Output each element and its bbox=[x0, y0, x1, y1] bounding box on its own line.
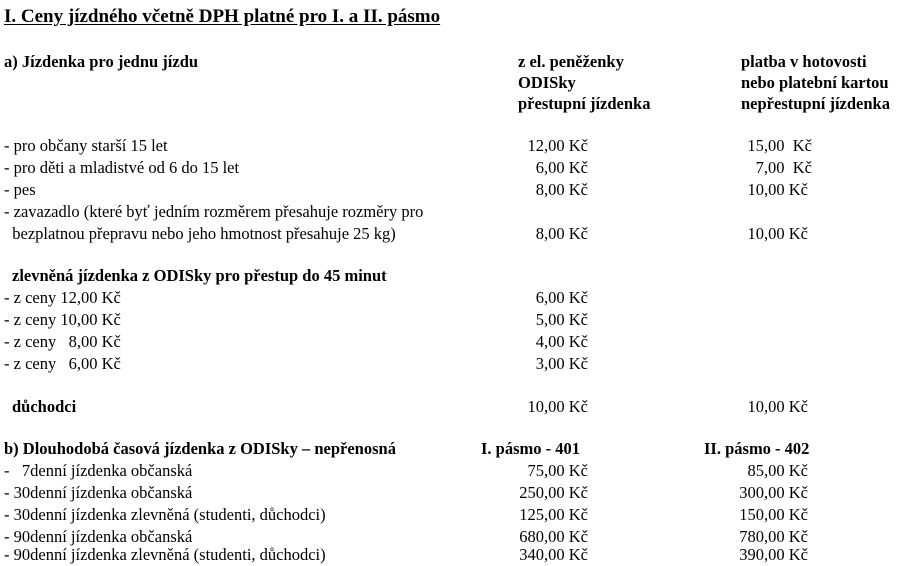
page-title: I. Ceny jízdného včetně DPH platné pro I. a II. pásmo bbox=[4, 6, 441, 27]
fare-row-col2: 10,00 Kč bbox=[747, 180, 808, 199]
zone2-header: II. pásmo - 402 bbox=[704, 439, 810, 458]
fare-row-label: - pes bbox=[4, 180, 36, 199]
fare-row-label: - zavazadlo (které byť jedním rozměrem přesahuje rozměry pro bbox=[4, 202, 424, 221]
col2-header-line2: nebo platební kartou bbox=[741, 73, 889, 92]
fare-row-col1: 8,00 Kč bbox=[535, 224, 588, 243]
col2-header-line1: platba v hotovosti bbox=[741, 52, 867, 71]
transfer-heading: zlevněná jízdenka z ODISky pro přestup do 45 minut bbox=[12, 266, 387, 285]
section-b-heading: b) Dlouhodobá časová jízdenka z ODISky – nepřenosná bbox=[4, 439, 396, 458]
pass-row-col1: 680,00 Kč bbox=[519, 527, 588, 546]
fare-row-col1: 8,00 Kč bbox=[535, 180, 588, 199]
fare-row-col2: 15,00 Kč bbox=[747, 136, 812, 155]
pass-row-col2: 85,00 Kč bbox=[747, 461, 808, 480]
fare-row-label: - pro děti a mladistvé od 6 do 15 let bbox=[4, 158, 240, 177]
pass-row-col1: 75,00 Kč bbox=[527, 461, 588, 480]
pass-row-col1: 250,00 Kč bbox=[519, 483, 588, 502]
pass-row-col1: 340,00 Kč bbox=[519, 545, 588, 564]
pass-row-col2: 300,00 Kč bbox=[739, 483, 808, 502]
transfer-row-label: - z ceny 8,00 Kč bbox=[4, 332, 121, 351]
fare-row-label: - pro občany starší 15 let bbox=[4, 136, 168, 155]
fare-row-col1: 6,00 Kč bbox=[535, 158, 588, 177]
seniors-col1: 10,00 Kč bbox=[527, 397, 588, 416]
pass-row-col2: 150,00 Kč bbox=[739, 505, 808, 524]
col1-header-line2: ODISky bbox=[518, 73, 576, 92]
fare-row-col2: 10,00 Kč bbox=[747, 224, 808, 243]
transfer-row-col1: 6,00 Kč bbox=[535, 288, 588, 307]
transfer-row-col1: 3,00 Kč bbox=[535, 354, 588, 373]
zone1-header: I. pásmo - 401 bbox=[481, 439, 581, 458]
seniors-col2: 10,00 Kč bbox=[747, 397, 808, 416]
pass-row-label: - 7denní jízdenka občanská bbox=[4, 461, 193, 480]
pass-row-col2: 390,00 Kč bbox=[739, 545, 808, 564]
pass-row-label: - 30denní jízdenka občanská bbox=[4, 483, 193, 502]
transfer-row-col1: 5,00 Kč bbox=[535, 310, 588, 329]
col1-header-line1: z el. peněženky bbox=[518, 52, 624, 71]
transfer-row-label: - z ceny 6,00 Kč bbox=[4, 354, 121, 373]
pass-row-label: - 90denní jízdenka občanská bbox=[4, 527, 193, 546]
fare-row-col1: 12,00 Kč bbox=[527, 136, 588, 155]
transfer-row-col1: 4,00 Kč bbox=[535, 332, 588, 351]
transfer-row-label: - z ceny 12,00 Kč bbox=[4, 288, 121, 307]
col1-header-line3: přestupní jízdenka bbox=[518, 94, 651, 113]
col2-header-line3: nepřestupní jízdenka bbox=[741, 94, 890, 113]
pass-row-label: - 90denní jízdenka zlevněná (studenti, důchodci) bbox=[4, 545, 326, 564]
section-a-heading: a) Jízdenka pro jednu jízdu bbox=[4, 52, 199, 71]
pass-row-label: - 30denní jízdenka zlevněná (studenti, důchodci) bbox=[4, 505, 326, 524]
pass-row-col2: 780,00 Kč bbox=[739, 527, 808, 546]
seniors-label: důchodci bbox=[12, 397, 77, 416]
fare-row-label: bezplatnou přepravu nebo jeho hmotnost přesahuje 25 kg) bbox=[4, 224, 396, 243]
fare-row-col2: 7,00 Kč bbox=[755, 158, 812, 177]
transfer-row-label: - z ceny 10,00 Kč bbox=[4, 310, 121, 329]
pass-row-col1: 125,00 Kč bbox=[519, 505, 588, 524]
